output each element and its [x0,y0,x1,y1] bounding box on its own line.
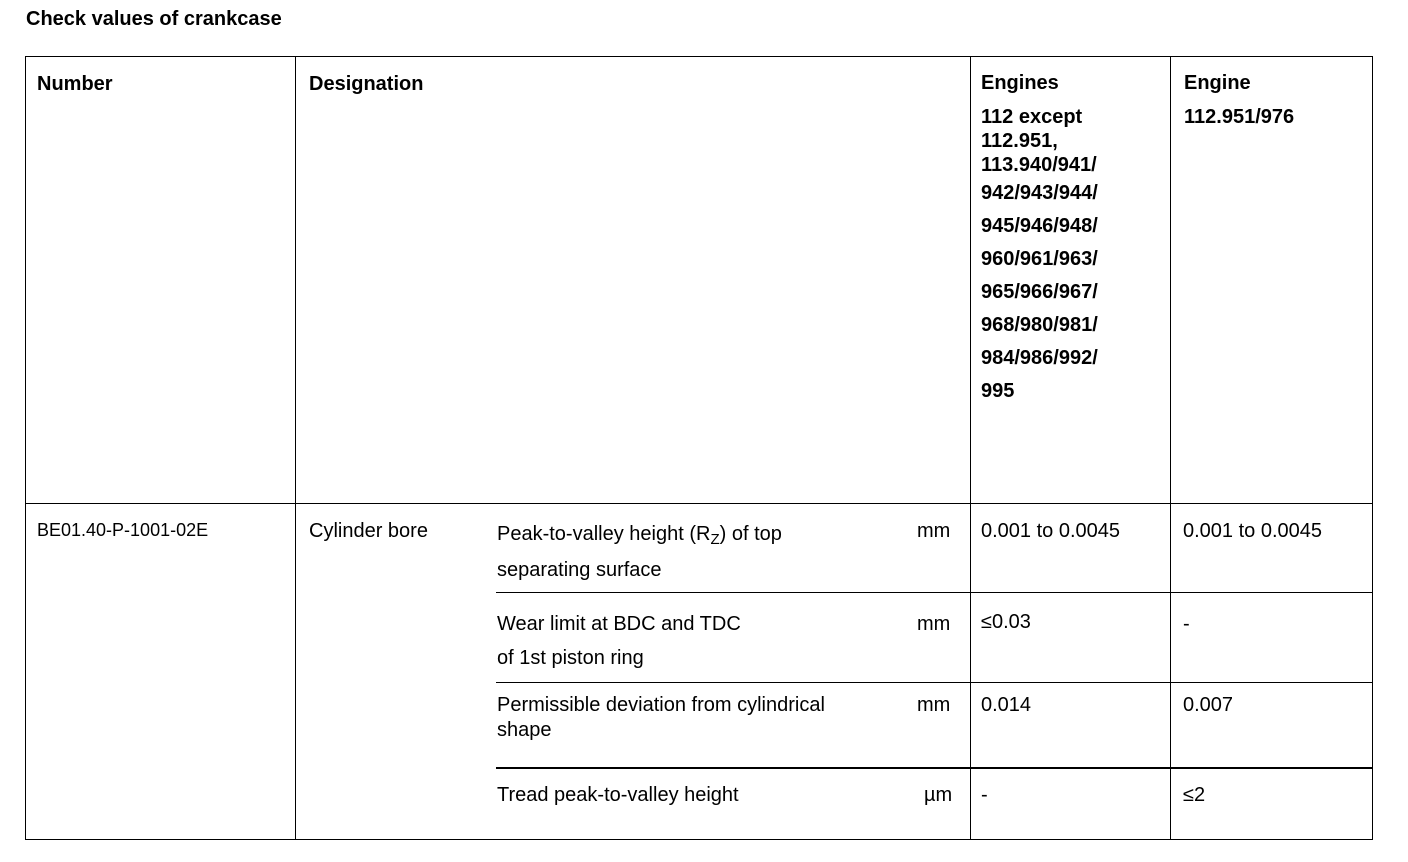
row-desc-part: ) of top [719,523,782,545]
row-description: Tread peak-to-valley height [497,784,739,806]
check-values-table [25,56,1373,840]
row-desc-line1: Permissible deviation from cylindrical [497,694,825,716]
engines-col1-line: 112 except [981,106,1083,128]
row-unit: µm [924,784,953,806]
row-desc-line2: of 1st piston ring [497,647,644,669]
engines-col1-title: Engines [981,72,1059,94]
engines-col1-line: 965/966/967/ [981,281,1098,303]
engines-col1-line: 995 [981,380,1015,402]
column-divider [970,57,971,839]
header-number: Number [37,73,113,95]
engines-col1-line: 945/946/948/ [981,215,1098,237]
page-title: Check values of crankcase [26,8,282,30]
row-desc-part: Peak-to-valley height (R [497,523,711,545]
header-engines-col1 [981,71,1166,408]
row-desc-line2: separating surface [497,559,662,581]
header-designation: Designation [309,73,424,95]
row-desc-line2: shape [497,719,552,741]
row-value-col1: 0.001 to 0.0045 [981,520,1121,542]
row-desc-line1: Wear limit at BDC and TDC [497,613,741,635]
row-description [497,693,897,743]
engines-col2-title: Engine [1184,72,1251,94]
row-unit: mm [917,613,951,635]
row-description [497,607,897,675]
engines-col1-line: 112.951, [981,130,1058,152]
column-divider [295,57,296,839]
row-value-col2: - [1183,613,1190,635]
engines-col1-line: 984/986/992/ [981,347,1098,369]
row-divider [496,682,1372,683]
entry-number: BE01.40-P-1001-02E [37,520,209,540]
entry-designation: Cylinder bore [309,520,428,542]
header-engines-col2 [1184,71,1294,129]
row-value-col2: 0.001 to 0.0045 [1183,520,1323,542]
row-value-col1: ≤0.03 [981,611,1031,633]
row-value-col2: 0.007 [1183,694,1234,716]
engines-col1-line: 113.940/941/ [981,154,1097,176]
subscript-z: Z [710,531,720,548]
column-divider [1170,57,1171,839]
row-divider [496,767,1372,769]
engines-col1-line: 960/961/963/ [981,248,1098,270]
row-unit: mm [917,694,951,716]
row-description [497,519,897,585]
row-value-col2: ≤2 [1183,784,1206,806]
row-value-col1: - [981,784,988,806]
engines-col1-line: 942/943/944/ [981,182,1098,204]
engines-col1-line: 968/980/981/ [981,314,1098,336]
header-divider [26,503,1372,504]
row-divider [496,592,1372,593]
row-unit: mm [917,520,951,542]
row-value-col1: 0.014 [981,694,1032,716]
engines-col2-line: 112.951/976 [1184,106,1295,128]
